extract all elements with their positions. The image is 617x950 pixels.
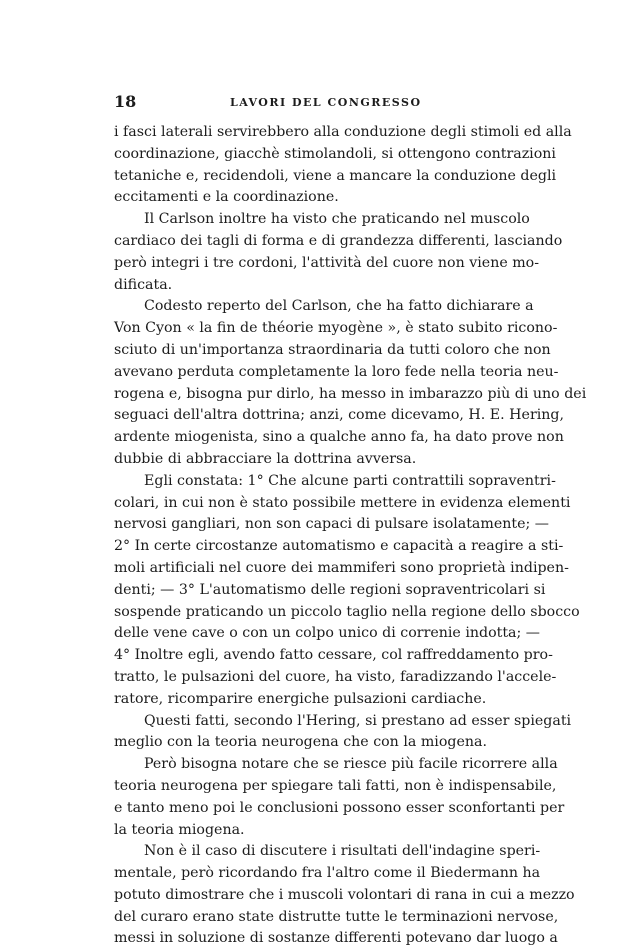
- text-line: colari, in cui non è stato possibile mettere in evidenza elementi: [114, 494, 571, 511]
- text-line: avevano perduta completamente la loro fede nella teoria neu-: [114, 363, 559, 380]
- text-line: i fasci laterali servirebbero alla conduzione degli stimoli ed alla: [114, 124, 572, 140]
- text-line: però integri i tre cordoni, l'attività del cuore non viene mo-: [114, 254, 540, 271]
- text-line: meglio con la teoria neurogena che con la miogena.: [114, 734, 487, 751]
- text-line: ratore, ricomparire energiche pulsazioni cardiache.: [114, 690, 487, 707]
- text-line: ardente miogenista, sino a qualche anno fa, ha dato prove non: [114, 429, 564, 446]
- text-line: 2° In certe circostanze automatismo e capacità a reagire a sti-: [114, 538, 564, 555]
- text-line: sospende praticando un piccolo taglio nella regione dello sbocco: [114, 603, 580, 620]
- text-line: e tanto meno poi le conclusioni possono esser sconfortanti per: [114, 799, 565, 816]
- text-line: messi in soluzione di sostanze differenti potevano dar luogo a: [114, 930, 558, 947]
- text-line: tetaniche e, recidendoli, viene a mancare la conduzione degli: [114, 167, 557, 184]
- text-line: Egli constata: 1° Che alcune parti contrattili sopraventri-: [144, 472, 556, 489]
- text-line: sciuto di un'importanza straordinaria da tutti coloro che non: [114, 341, 551, 358]
- text-line: rogena e, bisogna pur dirlo, ha messo in imbarazzo più di uno dei: [114, 385, 587, 402]
- text-line: seguaci dell'altra dottrina; anzi, come dicevamo, H. E. Hering,: [114, 407, 564, 424]
- text-line: 4° Inoltre egli, avendo fatto cessare, col raffreddamento pro-: [114, 647, 553, 664]
- text-line: dificata.: [114, 276, 173, 293]
- text-line: cardiaco dei tagli di forma e di grandezza differenti, lasciando: [114, 232, 563, 249]
- running-title: LAVORI DEL CONGRESSO: [230, 96, 422, 109]
- page-number: 18: [114, 92, 137, 111]
- text-line: nervosi gangliari, non son capaci di pulsare isolatamente; —: [114, 516, 549, 533]
- text-line: dubbie di abbracciare la dottrina avversa.: [114, 450, 417, 467]
- body-text: [114, 122, 587, 950]
- text-line: tratto, le pulsazioni del cuore, ha visto, faradizzando l'accele-: [114, 668, 557, 685]
- text-line: Il Carlson inoltre ha visto che praticando nel muscolo: [144, 211, 530, 228]
- text-line: coordinazione, giacchè stimolandoli, si ottengono contrazioni: [114, 145, 556, 162]
- text-line: denti; — 3° L'automatismo delle regioni sopraventricolari si: [114, 581, 546, 598]
- text-line: eccitamenti e la coordinazione.: [114, 189, 339, 206]
- text-line: Codesto reperto del Carlson, che ha fatto dichiarare a: [144, 298, 534, 315]
- text-line: potuto dimostrare che i muscoli volontari di rana in cui a mezzo: [114, 886, 575, 903]
- text-line: del curaro erano state distrutte tutte le terminazioni nervose,: [114, 908, 559, 925]
- text-line: Però bisogna notare che se riesce più facile ricorrere alla: [144, 756, 558, 773]
- text-line: la teoria miogena.: [114, 821, 245, 838]
- text-line: delle vene cave o con un colpo unico di correnie indotta; —: [114, 625, 540, 642]
- text-line: Questi fatti, secondo l'Hering, si prestano ad esser spiegati: [144, 712, 572, 729]
- text-line: moli artificiali nel cuore dei mammiferi sono proprietà indipen-: [114, 559, 569, 576]
- page-header: [114, 92, 528, 112]
- text-line: mentale, però ricordando fra l'altro come il Biedermann ha: [114, 865, 541, 882]
- text-line: Non è il caso di discutere i risultati dell'indagine speri-: [144, 843, 541, 860]
- text-line: Von Cyon « la fin de théorie myogène », è stato subito ricono-: [114, 320, 558, 337]
- text-line: teoria neurogena per spiegare tali fatti, non è indispensabile,: [114, 777, 557, 794]
